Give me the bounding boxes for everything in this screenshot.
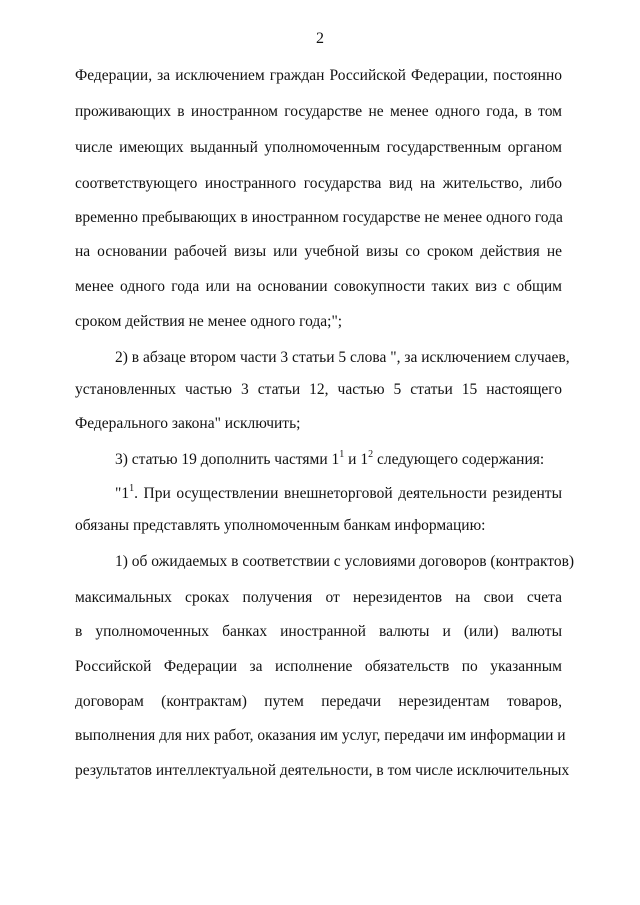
page-number: 2 [316, 30, 324, 47]
text-run: 3) статью 19 дополнить частями 1 [115, 451, 340, 468]
paragraph-line: Российской Федерации за исполнение обязательств по указанным [75, 658, 562, 675]
paragraph-line [115, 450, 562, 470]
superscript: 2 [368, 448, 374, 460]
paragraph-line: 2) в абзаце втором части 3 статьи 5 слова ", за исключением случаев, [115, 349, 570, 366]
paragraph-line: максимальных сроках получения от нерезидентов на свои счета [75, 589, 562, 606]
paragraph-line: результатов интеллектуальной деятельности, в том числе исключительных [75, 762, 570, 779]
paragraph-line: временно пребывающих в иностранном государстве не менее одного года [75, 209, 563, 226]
text-run: и 1 [344, 451, 369, 468]
paragraph-line: на основании рабочей визы или учебной визы со сроком действия не [75, 243, 562, 260]
paragraph-line: в уполномоченных банках иностранной валюты и (или) валюты [75, 623, 562, 640]
paragraph-line: проживающих в иностранном государстве не менее одного года, в том [75, 103, 562, 120]
paragraph-line: договорам (контрактам) путем передачи нерезидентам товаров, [75, 693, 562, 710]
superscript: 1 [129, 482, 135, 494]
paragraph-line: Федерации, за исключением граждан Российской Федерации, постоянно [75, 67, 562, 84]
paragraph-line: выполнения для них работ, оказания им услуг, передачи им информации и [75, 727, 566, 744]
text-run: "1 [115, 485, 130, 502]
paragraph-line: установленных частью 3 статьи 12, частью 5 статьи 15 настоящего [75, 381, 562, 398]
paragraph-line: числе имеющих выданный уполномоченным государственным органом [75, 139, 562, 156]
paragraph-line: сроком действия не менее одного года;"; [75, 313, 343, 330]
paragraph-line [115, 484, 562, 504]
paragraph-line: Федерального закона" исключить; [75, 415, 301, 432]
paragraph-line: 1) об ожидаемых в соответствии с условиями договоров (контрактов) [115, 553, 575, 570]
superscript: 1 [339, 448, 345, 460]
paragraph-line: менее одного года или на основании совокупности таких виз с общим [75, 278, 562, 295]
paragraph-line: соответствующего иностранного государства вид на жительство, либо [75, 175, 562, 192]
text-run: следующего содержания: [373, 451, 545, 468]
paragraph-line: обязаны представлять уполномоченным банкам информацию: [75, 517, 486, 534]
text-run: . При осуществлении внешнеторговой деятельности резиденты [134, 485, 562, 502]
